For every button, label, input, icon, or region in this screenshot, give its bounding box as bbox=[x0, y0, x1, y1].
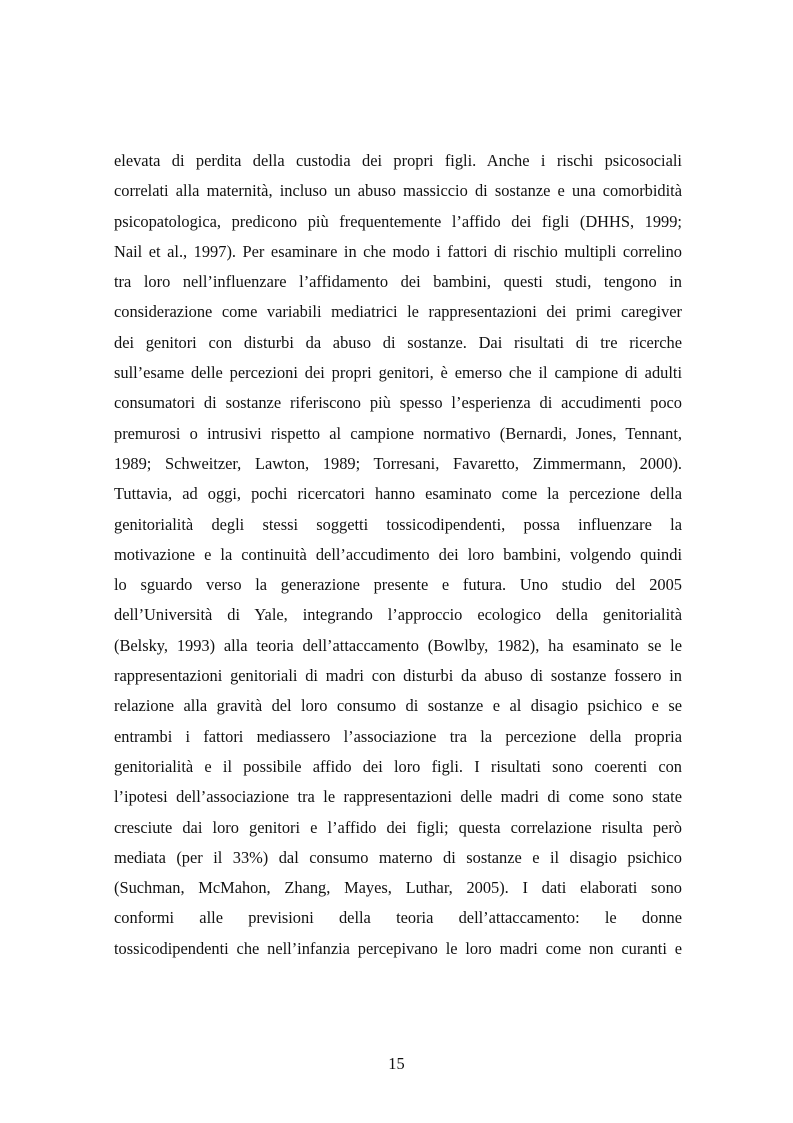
text-line: correlati alla maternità, incluso un abuso massiccio di sostanze e una comorbidità bbox=[114, 181, 682, 201]
text-line: relazione alla gravità del loro consumo di sostanze e al disagio psichico e se bbox=[114, 696, 682, 716]
text-line: dell’Università di Yale, integrando l’approccio ecologico della genitorialità bbox=[114, 605, 682, 625]
text-line: Nail et al., 1997). Per esaminare in che modo i fattori di rischio multipli correlino bbox=[114, 241, 682, 261]
text-line: lo sguardo verso la generazione presente e futura. Uno studio del 2005 bbox=[114, 575, 682, 595]
text-line: dei genitori con disturbi da abuso di sostanze. Dai risultati di tre ricerche bbox=[114, 332, 682, 352]
text-line: psicopatologica, predicono più frequentemente l’affido dei figli (DHHS, 1999; bbox=[114, 211, 682, 231]
text-line: mediata (per il 33%) dal consumo materno di sostanze e il disagio psichico bbox=[114, 847, 682, 867]
page-number: 15 bbox=[388, 1054, 405, 1073]
text-line: consumatori di sostanze riferiscono più spesso l’esperienza di accudimenti poco bbox=[114, 393, 682, 413]
text-line: (Suchman, McMahon, Zhang, Mayes, Luthar, 2005). I dati elaborati sono bbox=[114, 878, 682, 898]
text-line: (Belsky, 1993) alla teoria dell’attaccamento (Bowlby, 1982), ha esaminato se le bbox=[114, 635, 682, 655]
text-line: elevata di perdita della custodia dei propri figli. Anche i rischi psicosociali bbox=[114, 151, 682, 170]
text-line: conformi alle previsioni della teoria dell’attaccamento: le donne bbox=[114, 908, 682, 928]
text-line: genitorialità degli stessi soggetti tossicodipendenti, possa influenzare la bbox=[114, 514, 682, 534]
text-line: sull’esame delle percezioni dei propri genitori, è emerso che il campione di adulti bbox=[114, 363, 682, 383]
text-line: motivazione e la continuità dell’accudimento dei loro bambini, volgendo quindi bbox=[114, 544, 682, 564]
text-line: entrambi i fattori mediassero l’associazione tra la percezione della propria bbox=[114, 726, 682, 746]
text-line: tra loro nell’influenzare l’affidamento dei bambini, questi studi, tengono in bbox=[114, 272, 682, 292]
text-line: rappresentazioni genitoriali di madri con disturbi da abuso di sostanze fossero in bbox=[114, 666, 682, 686]
text-line: tossicodipendenti che nell’infanzia percepivano le loro madri come non curanti e bbox=[114, 938, 682, 958]
text-line: genitorialità e il possibile affido dei loro figli. I risultati sono coerenti con bbox=[114, 756, 682, 776]
text-line: l’ipotesi dell’associazione tra le rappresentazioni delle madri di come sono state bbox=[114, 787, 682, 807]
body-paragraph bbox=[114, 146, 682, 964]
text-line: considerazione come variabili mediatrici le rappresentazioni dei primi caregiver bbox=[114, 302, 682, 322]
text-line: cresciute dai loro genitori e l’affido dei figli; questa correlazione risulta però bbox=[114, 817, 682, 837]
text-line: 1989; Schweitzer, Lawton, 1989; Torresani, Favaretto, Zimmermann, 2000). bbox=[114, 453, 682, 473]
text-line: premurosi o intrusivi rispetto al campione normativo (Bernardi, Jones, Tennant, bbox=[114, 423, 682, 443]
text-line: Tuttavia, ad oggi, pochi ricercatori hanno esaminato come la percezione della bbox=[114, 484, 682, 504]
